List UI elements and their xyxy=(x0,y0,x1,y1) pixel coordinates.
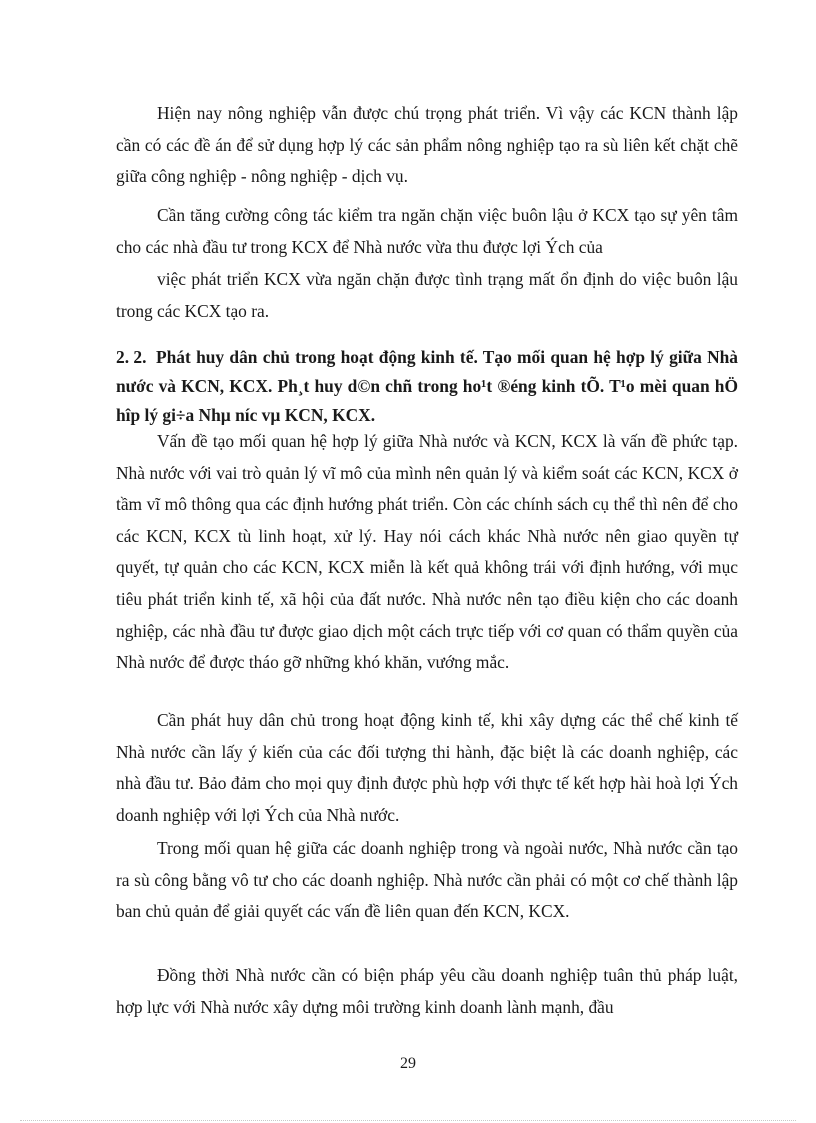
paragraph-smuggling-control: Cần tăng cường công tác kiểm tra ngăn chặn việc buôn lậu ở KCX tạo sự yên tâm cho các nhà đầu tư trong KCX để Nhà nước vừa thu được lợi Ých của xyxy=(116,205,738,257)
paragraph-smuggling-continued: việc phát triển KCX vừa ngăn chặn được tình trạng mất ổn định do việc buôn lậu trong các KCX tạo ra. xyxy=(116,269,738,321)
section-heading xyxy=(116,343,738,430)
paragraph-state-relationship: Vấn đề tạo mối quan hệ hợp lý giữa Nhà nước và KCN, KCX là vấn đề phức tạp. Nhà nước với vai trò quản lý vĩ mô của mình nên quản lý và kiểm soát các KCN, KCX ở tầm vĩ mô thông qua các định hướng phát triển. Còn các chính sách cụ thể thì nên để cho các KCN, KCX tù linh hoạt, xử lý. Hay nói cách khác Nhà nước nên giao quyền tự quyết, tự quản cho các KCN, KCX miễn là kết quả không trái với định hướng, với mục tiêu phát triển kinh tế, xã hội của đất nước. Nhà nước nên tạo điều kiện cho các doanh nghiệp, các nhà đầu tư được giao dịch một cách trực tiếp với cơ quan có thẩm quyền của Nhà nước để được tháo gỡ những khó khăn, vướng mắc. xyxy=(116,431,738,673)
paragraph-legal-compliance: Đồng thời Nhà nước cần có biện pháp yêu cầu doanh nghiệp tuân thủ pháp luật, hợp lực với Nhà nước xây dựng môi trường kinh doanh lành mạnh, đầu xyxy=(116,965,738,1017)
paragraph-fairness: Trong mối quan hệ giữa các doanh nghiệp trong và ngoài nước, Nhà nước cần tạo ra sù công bằng vô tư cho các doanh nghiệp. Nhà nước cần phải có một cơ chế thành lập ban chủ quản để giải quyết các vấn đề liên quan đến KCN, KCX. xyxy=(116,838,738,922)
section-number: 2. 2. xyxy=(116,347,147,367)
section-title: Phát huy dân chủ trong hoạt động kinh tế. Tạo mối quan hệ hợp lý giữa Nhà nước và KCN, KCX. Ph¸t huy d©n chñ trong ho¹t ®éng kinh tÕ. T¹o mèi quan hÖ hîp lý gi÷a Nhµ níc vµ KCN, KCX. xyxy=(116,347,738,425)
page-number: 29 xyxy=(400,1055,416,1072)
paragraph-democracy: Cần phát huy dân chủ trong hoạt động kinh tế, khi xây dựng các thể chế kinh tế Nhà nước cần lấy ý kiến của các đối tượng thi hành, đặc biệt là các doanh nghiệp, các nhà đầu tư. Bảo đảm cho mọi quy định được phù hợp với thực tế kết hợp hài hoà lợi Ých doanh nghiệp với lợi Ých của Nhà nước. xyxy=(116,710,738,825)
page-bottom-border xyxy=(20,1120,796,1121)
paragraph-agriculture: Hiện nay nông nghiệp vẫn được chú trọng phát triển. Vì vậy các KCN thành lập cần có các đề án để sử dụng hợp lý các sản phẩm nông nghiệp tạo ra sù liên kết chặt chẽ giữa công nghiệp - nông nghiệp - dịch vụ. xyxy=(116,103,738,187)
